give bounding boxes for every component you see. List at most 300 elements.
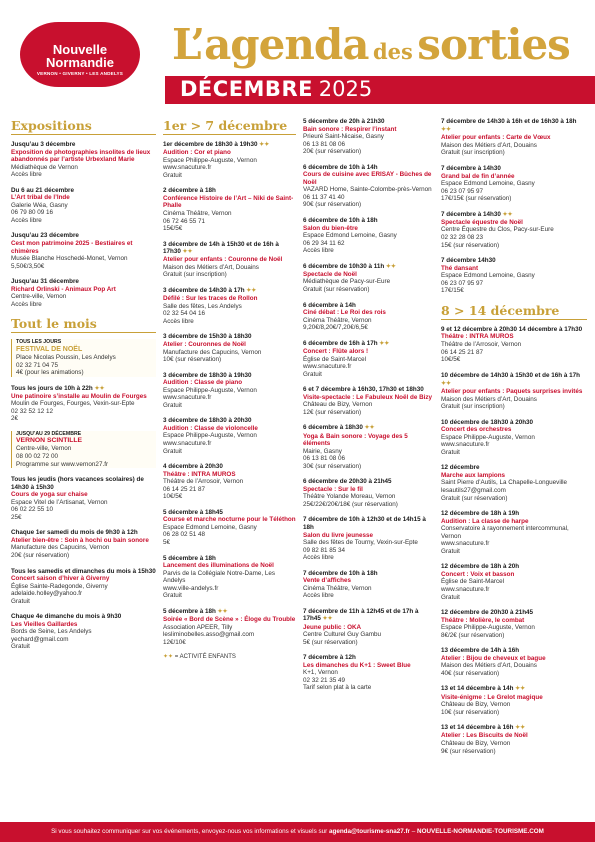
event-info: 06 13 81 08 06 bbox=[303, 455, 346, 463]
event-info: Prieuré Saint-Nicaise, Gasny bbox=[303, 133, 384, 141]
event-info: Espace Philippe-Auguste, Vernon bbox=[163, 432, 257, 440]
event-name: Salon du bien-être bbox=[303, 224, 358, 232]
event-name: Cours de cuisine avec ERISAY - Bûches de Noël bbox=[303, 171, 432, 186]
kids-icon: ✦✦ bbox=[513, 686, 526, 693]
event-info: 17€/15€ bbox=[441, 287, 464, 295]
event-info: 25€ bbox=[11, 513, 22, 521]
kids-icon: ✦✦ bbox=[513, 725, 526, 732]
event-date: TOUS LES JOURS bbox=[16, 339, 62, 346]
event-date: Jusqu’au 3 décembre bbox=[11, 141, 76, 148]
event-name: Atelier : Les Biscuits de Noël bbox=[441, 732, 528, 740]
event-date: Tous les jeudis (hors vacances scolaires) de 14h30 à 15h30 bbox=[11, 476, 144, 491]
event-info: 06 72 46 55 71 bbox=[163, 217, 206, 225]
event-name: Audition : Cor et piano bbox=[163, 149, 231, 157]
event-info: Place Nicolas Poussin, Les Andelys bbox=[16, 354, 116, 362]
event-info: Maison des Métiers d’Art, Douains bbox=[441, 141, 537, 149]
event-info: 06 02 22 55 10 bbox=[11, 506, 54, 514]
event-info: 10€ (sur réservation) bbox=[163, 356, 222, 364]
event-info: Gratuit bbox=[163, 401, 182, 409]
list-item bbox=[441, 647, 587, 677]
event-info: Accès libre bbox=[163, 317, 194, 325]
month-heading bbox=[180, 77, 372, 102]
event-info: Gratuit bbox=[441, 593, 460, 601]
list-item bbox=[163, 333, 296, 363]
event-info: Centre Équestre du Clos, Pacy-sur-Eure bbox=[441, 226, 554, 234]
event-date: 7 décembre à 14h30 bbox=[441, 165, 501, 173]
event-info: Gratuit (sur inscription) bbox=[441, 149, 505, 157]
event-name: Soirée « Bord de Scène » : Éloge du Trouble bbox=[163, 616, 296, 623]
kids-icon: ✦✦ bbox=[244, 288, 257, 295]
event-info: Médiathèque de Vernon bbox=[11, 163, 78, 171]
event-info: Manufacture des Capucins, Vernon bbox=[11, 544, 110, 552]
event-info: Espace Edmond Lemoine, Gasny bbox=[441, 272, 535, 280]
event-info: Église de Saint-Marcel bbox=[303, 355, 366, 363]
event-info: Gratuit (sur inscription) bbox=[163, 271, 227, 279]
event-info: Tarif selon plat à la carte bbox=[303, 684, 372, 692]
event-info: Église de Saint-Marcel bbox=[441, 578, 504, 586]
event-info: 06 28 02 51 48 bbox=[163, 531, 206, 539]
event-name: Thé dansant bbox=[441, 264, 479, 272]
event-info: Maison des Métiers d’Art, Douains bbox=[441, 662, 537, 670]
event-info: 06 11 37 41 40 bbox=[303, 193, 345, 201]
event-info: Mairie, Gasny bbox=[303, 447, 342, 455]
title-part2: des bbox=[372, 39, 413, 64]
kids-icon: ✦✦ bbox=[377, 340, 390, 347]
event-date: 6 décembre de 10h30 à 11h ✦✦ bbox=[303, 262, 396, 270]
event-info: 08 00 02 72 00 bbox=[16, 452, 59, 460]
footer-separator: – bbox=[411, 828, 416, 835]
event-date: 7 décembre à 14h30 ✦✦ bbox=[441, 210, 513, 218]
list-item bbox=[11, 476, 156, 521]
event-date: 10 décembre de 14h30 à 15h30 et de 16h à 17h ✦✦ bbox=[441, 371, 580, 387]
event-info: Espace Philippe-Auguste, Vernon bbox=[441, 624, 535, 632]
event-info: Maison des Métiers d’Art, Douains bbox=[163, 263, 259, 271]
event-name: Les dimanches du K+1 : Sweet Blue bbox=[303, 661, 411, 669]
event-date: Du 6 au 21 décembre bbox=[11, 186, 74, 194]
logo bbox=[20, 22, 140, 87]
event-name: Atelier pour enfants : Couronne de Noël bbox=[163, 256, 283, 264]
event-name: Théâtre : INTRA MUROS bbox=[163, 470, 236, 478]
event-info: 02 32 52 12 12 bbox=[11, 407, 54, 415]
event-name: Cest mon patrimoine 2025 - Bestiaires et chimères bbox=[11, 240, 133, 255]
event-name: Visite-énigme : Le Grelot magique bbox=[441, 693, 543, 701]
event-name: Atelier bien-être : Soin à hochi ou bain sonore bbox=[11, 536, 149, 544]
event-info: 17€/15€ (sur réservation) bbox=[441, 195, 512, 203]
list-item bbox=[11, 568, 156, 606]
kids-icon: ✦✦ bbox=[384, 263, 396, 270]
title-part3: sorties bbox=[417, 20, 570, 69]
kids-icon: ✦✦ bbox=[320, 616, 333, 623]
list-item bbox=[303, 386, 436, 416]
event-info: yechard@gmail.com bbox=[11, 635, 69, 643]
week2-list bbox=[441, 326, 587, 755]
kids-icon: ✦✦ bbox=[94, 385, 105, 392]
event-info: Conservatoire à rayonnement intercommunal, Vernon bbox=[441, 525, 569, 540]
footer-text: Si vous souhaitez communiquer sur vos événements, envoyez-nous vos informations et visuels sur bbox=[51, 828, 328, 835]
event-name: Atelier : Couronnes de Noël bbox=[163, 340, 246, 348]
event-info: Centre-ville, Vernon bbox=[11, 293, 67, 301]
event-info: Cinéma Théâtre, Vernon bbox=[163, 210, 232, 218]
event-date: 12 décembre bbox=[441, 464, 480, 472]
event-info: Moulin de Fourges, Fourges, Vexin-sur-Epte bbox=[11, 400, 135, 408]
event-name: Ciné débat : Le Roi des rois bbox=[303, 309, 386, 317]
list-item bbox=[441, 724, 587, 755]
event-info: Gratuit bbox=[441, 448, 460, 456]
event-info: 20€ (sur réservation) bbox=[303, 148, 362, 156]
event-name: Jeune public : OKA bbox=[303, 623, 362, 631]
list-item bbox=[303, 302, 436, 332]
event-info: Théâtre de l’Arrosoir, Vernon bbox=[163, 478, 244, 486]
event-name: Audition : La classe de harpe bbox=[441, 517, 529, 525]
event-info: 15€ (sur réservation) bbox=[441, 241, 500, 249]
event-date: 7 décembre de 11h à 12h45 et de 17h à 17h45 ✦✦ bbox=[303, 607, 419, 623]
list-item bbox=[163, 555, 296, 600]
event-info: 9,20€/8,20€/7,20€/6,5€ bbox=[303, 324, 368, 332]
event-date: 2 décembre à 18h bbox=[163, 187, 216, 195]
list-item bbox=[11, 232, 156, 270]
section-week2: 8 > 14 décembre bbox=[441, 303, 587, 320]
list-item bbox=[441, 211, 587, 249]
monthly-list bbox=[11, 476, 156, 651]
event-info: Gratuit bbox=[163, 447, 182, 455]
kids-icon: ✦✦ bbox=[163, 654, 174, 661]
event-info: 06 14 25 21 87 bbox=[163, 485, 206, 493]
event-info: 06 79 80 09 16 bbox=[11, 209, 54, 217]
event-date: 7 décembre de 10h à 12h30 et de 14h15 à 18h bbox=[303, 516, 426, 531]
event-date: 6 décembre de 10h à 18h bbox=[303, 217, 378, 225]
event-info: Gratuit bbox=[11, 597, 30, 605]
event-info: Espace Vitel de l’Artisanat, Vernon bbox=[11, 498, 108, 506]
event-name: Grand bal de fin d’année bbox=[441, 172, 515, 180]
event-name: Visite-spectacle : Le Fabuleux Noël de Bizy bbox=[303, 393, 433, 401]
event-info: 06 14 25 21 87 bbox=[441, 348, 484, 356]
event-info: Gratuit bbox=[163, 171, 182, 179]
list-item bbox=[303, 608, 436, 646]
event-date: 3 décembre de 14h30 à 17h ✦✦ bbox=[163, 287, 257, 295]
event-name: Les Vieilles Gaillardes bbox=[11, 620, 78, 628]
week1-list-end bbox=[441, 118, 587, 295]
list-item bbox=[441, 510, 587, 555]
event-date: 9 et 12 décembre à 20h30 14 décembre à 17h30 bbox=[441, 325, 583, 333]
event-date: Chaque 1er samedi du mois de 9h30 à 12h bbox=[11, 529, 138, 537]
event-info: Médiathèque de Pacy-sur-Eure bbox=[303, 278, 391, 286]
column-2 bbox=[163, 118, 296, 818]
list-item bbox=[441, 372, 587, 411]
event-info: Théâtre de l’Arrosoir, Vernon bbox=[441, 340, 522, 348]
event-info: Espace Philippe-Auguste, Vernon bbox=[163, 156, 257, 164]
event-date: 7 décembre à 12h bbox=[303, 654, 356, 662]
section-week1: 1er > 7 décembre bbox=[163, 118, 296, 135]
footer-site[interactable]: NOUVELLE-NORMANDIE-TOURISME.COM bbox=[417, 828, 544, 835]
event-name: Concert saison d’hiver à Giverny bbox=[11, 575, 110, 583]
section-expositions: Expositions bbox=[11, 118, 156, 135]
event-info: Espace Edmond Lemoine, Gasny bbox=[303, 232, 397, 240]
event-info: Gratuit bbox=[11, 643, 30, 651]
event-date: 6 décembre à 14h bbox=[303, 301, 356, 309]
event-info: 02 32 21 35 49 bbox=[303, 676, 346, 684]
event-info: 5€ bbox=[163, 538, 171, 546]
list-item bbox=[303, 263, 436, 294]
event-info: Espace Philippe-Auguste, Vernon bbox=[441, 433, 535, 441]
festival-box bbox=[11, 339, 156, 376]
list-item bbox=[441, 563, 587, 601]
kids-icon: ✦✦ bbox=[180, 249, 193, 256]
event-name: Spectacle : Sur le fil bbox=[303, 485, 363, 493]
event-info: 90€ (sur réservation) bbox=[303, 201, 362, 209]
event-info: www.ville-andelys.fr bbox=[163, 584, 219, 592]
event-date: 5 décembre à 18h45 bbox=[163, 508, 223, 516]
kids-icon: ✦✦ bbox=[362, 425, 375, 432]
event-date: 7 décembre de 14h30 à 16h et de 16h30 à 18h ✦✦ bbox=[441, 118, 577, 134]
week1-list-continued bbox=[303, 118, 436, 692]
event-name: Atelier pour enfants : Carte de Vœux bbox=[441, 134, 551, 142]
event-info: www.snacuture.fr bbox=[441, 586, 490, 593]
list-item bbox=[303, 478, 436, 508]
event-info: 12€ (sur réservation) bbox=[303, 408, 362, 416]
footer bbox=[0, 822, 595, 842]
event-date: 6 décembre de 20h30 à 21h45 bbox=[303, 478, 392, 486]
event-info: Gratuit bbox=[303, 370, 322, 378]
event-info: 2€ bbox=[11, 415, 19, 423]
event-info: Accès libre bbox=[303, 592, 334, 600]
event-info: Centre Culturel Guy Gambu bbox=[303, 631, 382, 639]
event-info: 8€/2€ (sur réservation) bbox=[441, 631, 505, 639]
event-name: Théâtre : Molière, le combat bbox=[441, 616, 525, 624]
event-info: Association APEER, Tilly bbox=[163, 623, 233, 631]
event-info: Espace Edmond Lemoine, Gasny bbox=[441, 180, 535, 188]
list-item bbox=[163, 372, 296, 410]
event-date: Tous les samedis et dimanches du mois à 15h30 bbox=[11, 567, 156, 575]
list-item bbox=[11, 613, 156, 651]
event-info: Salle des fêtes de Tourny, Vexin-sur-Epte bbox=[303, 539, 418, 547]
event-info: Gratuit (sur réservation) bbox=[303, 286, 370, 294]
event-name: Lancement des illuminations de Noël bbox=[163, 562, 274, 570]
list-item bbox=[11, 385, 156, 423]
list-item bbox=[303, 654, 436, 692]
list-item bbox=[441, 257, 587, 295]
event-info: Accès libre bbox=[11, 300, 42, 308]
column-3 bbox=[303, 118, 436, 818]
list-item bbox=[441, 165, 587, 203]
event-date: Chaque 4e dimanche du mois à 9h30 bbox=[11, 613, 122, 621]
list-item bbox=[163, 417, 296, 455]
event-name: Conférence Histoire de l’Art – Niki de Saint-Phalle bbox=[163, 194, 294, 210]
event-info: Gratuit bbox=[163, 592, 182, 600]
event-info: Théâtre Yolande Moreau, Vernon bbox=[303, 493, 396, 501]
list-item bbox=[11, 278, 156, 308]
event-info: Programme sur www.vernon27.fr bbox=[16, 460, 109, 468]
event-info: Parvis de la Collégiale Notre-Dame, Les Andelys bbox=[163, 569, 275, 585]
event-info: 5€ (sur réservation) bbox=[303, 638, 358, 646]
list-item bbox=[441, 326, 587, 364]
event-info: 4€ (pour les animations) bbox=[16, 369, 84, 377]
event-date: 3 décembre de 14h à 15h30 et de 16h à 17h30 ✦✦ bbox=[163, 240, 279, 256]
event-info: Centre-ville, Vernon bbox=[16, 445, 72, 453]
event-info: Gratuit (sur réservation) bbox=[441, 494, 508, 502]
event-info: 15€/5€ bbox=[163, 225, 183, 233]
event-name: Audition : Classe de piano bbox=[163, 379, 243, 387]
legend: ✦✦ = ACTIVITÉ ENFANTS bbox=[163, 654, 236, 661]
event-date: 4 décembre à 20h30 bbox=[163, 463, 223, 471]
event-date: 3 décembre de 18h30 à 20h30 bbox=[163, 417, 252, 425]
event-date: 5 décembre à 18h bbox=[163, 554, 216, 562]
event-info: Musée Blanche Hoschedé-Monet, Vernon bbox=[11, 255, 128, 263]
event-info: 06 23 07 95 97 bbox=[441, 187, 484, 195]
event-info: 25€/22€/20€/18€ (sur réservation) bbox=[303, 500, 398, 508]
event-name: Concert : Flûte alors ! bbox=[303, 347, 369, 355]
event-name: Marche aux lampions bbox=[441, 471, 506, 479]
list-item bbox=[441, 464, 587, 502]
kids-icon: ✦✦ bbox=[441, 380, 452, 387]
event-info: www.snacuture.fr bbox=[441, 540, 490, 548]
event-info: Église Sainte-Radegonde, Giverny bbox=[11, 582, 108, 590]
event-date: 10 décembre de 18h30 à 20h30 bbox=[441, 418, 534, 426]
event-info: 5,50€/3,50€ bbox=[11, 262, 45, 270]
event-date: 3 décembre de 15h30 à 18h30 bbox=[163, 333, 252, 341]
list-item bbox=[163, 241, 296, 279]
event-info: 30€ (sur réservation) bbox=[303, 462, 362, 470]
event-info: 10€/5€ bbox=[163, 493, 183, 501]
list-item bbox=[163, 287, 296, 325]
event-date: 12 décembre de 18h à 20h bbox=[441, 563, 520, 571]
list-item bbox=[163, 509, 296, 547]
event-info: Espace Philippe-Auguste, Vernon bbox=[163, 386, 257, 394]
event-name: Vente d’affiches bbox=[303, 577, 351, 585]
list-item bbox=[11, 187, 156, 225]
event-info: Espace Edmond Lemoine, Gasny bbox=[163, 523, 257, 531]
list-item bbox=[441, 419, 587, 457]
logo-towns: VERNON • GIVERNY • LES ANDELYS bbox=[36, 71, 124, 76]
event-info: Accès libre bbox=[303, 247, 334, 255]
event-date: 12 décembre de 20h30 à 21h45 bbox=[441, 609, 534, 617]
list-item bbox=[163, 187, 296, 232]
list-item bbox=[303, 118, 436, 156]
event-name: Atelier : Bijou de cheveux et bague bbox=[441, 654, 546, 662]
logo-line2: Normandie bbox=[46, 55, 114, 70]
event-name: Spectacle de Noël bbox=[303, 270, 357, 278]
event-date: 5 décembre à 18h ✦✦ bbox=[163, 607, 228, 615]
event-info: 10€ (sur réservation) bbox=[441, 708, 500, 716]
event-info: Gratuit (sur inscription) bbox=[441, 403, 505, 411]
event-info: lesautils27@gmail.com bbox=[441, 486, 506, 494]
event-info: Accès libre bbox=[11, 171, 42, 179]
event-date: 6 décembre de 10h à 14h bbox=[303, 163, 378, 171]
event-name: Course et marche nocturne pour le Téléthon bbox=[163, 516, 296, 524]
event-info: Château de Bizy, Vernon bbox=[303, 401, 373, 409]
event-date: 7 décembre 14h30 bbox=[441, 257, 496, 265]
month-name: DÉCEMBRE bbox=[180, 77, 313, 101]
footer-email[interactable]: agenda@tourisme-sna27.fr bbox=[328, 828, 411, 835]
list-item bbox=[441, 609, 587, 639]
event-date: 3 décembre de 18h30 à 19h30 bbox=[163, 371, 252, 379]
event-info: VAZARD Home, Sainte-Colombe-près-Vernon bbox=[303, 186, 432, 194]
event-info: Accès libre bbox=[303, 554, 334, 562]
event-info: 06 13 81 08 06 bbox=[303, 140, 346, 148]
list-item bbox=[11, 141, 156, 179]
event-info: www.snacuture.fr bbox=[303, 363, 352, 371]
list-item bbox=[303, 164, 436, 209]
event-name: Défilé : Sur les traces de Rollon bbox=[163, 295, 258, 303]
event-date: 5 décembre de 20h à 21h30 bbox=[303, 118, 385, 125]
event-name: Spectacle équestre de Noël bbox=[441, 218, 523, 226]
event-info: www.snacuture.fr bbox=[163, 164, 212, 172]
event-name: Audition : Classe de violoncelle bbox=[163, 424, 258, 432]
section-tout-le-mois: Tout le mois bbox=[11, 316, 156, 333]
event-info: Château de Bizy, Vernon bbox=[441, 701, 511, 709]
list-item bbox=[163, 141, 296, 179]
scintille-box bbox=[11, 431, 156, 468]
event-name: VERNON SCINTILLE bbox=[16, 437, 83, 445]
event-date: 13 décembre de 14h à 16h bbox=[441, 647, 520, 655]
event-info: lesliminobelles.asso@gmail.com bbox=[163, 631, 255, 639]
list-item bbox=[441, 118, 587, 157]
list-item bbox=[303, 516, 436, 561]
expositions-list bbox=[11, 141, 156, 308]
event-date: 13 et 14 décembre à 14h ✦✦ bbox=[441, 685, 526, 693]
event-date: 6 décembre à 18h30 ✦✦ bbox=[303, 424, 375, 432]
event-name: Théâtre : INTRA MUROS bbox=[441, 333, 514, 341]
event-info: 02 32 71 04 75 bbox=[16, 361, 59, 369]
event-info: 40€ (sur réservation) bbox=[441, 669, 500, 677]
event-info: Manufacture des Capucins, Vernon bbox=[163, 348, 262, 356]
column-4 bbox=[441, 118, 587, 818]
event-info: 02 32 28 08 23 bbox=[441, 234, 484, 242]
list-item bbox=[303, 217, 436, 255]
event-info: adelaide.holley@yahoo.fr bbox=[11, 590, 83, 598]
kids-icon: ✦✦ bbox=[257, 142, 270, 148]
event-name: Cours de yoga sur chaise bbox=[11, 491, 88, 499]
event-info: 06 29 34 11 62 bbox=[303, 239, 345, 247]
list-item bbox=[441, 685, 587, 716]
event-info: K+1, Vernon bbox=[303, 669, 338, 677]
event-info: Bords de Seine, Les Andelys bbox=[11, 628, 92, 636]
event-info: 20€ (sur réservation) bbox=[11, 551, 70, 559]
event-date: JUSQU’AU 29 DÉCEMBRE bbox=[16, 431, 82, 438]
event-name: Concert des orchestres bbox=[441, 426, 512, 434]
event-info: Galerie Wéa, Gasny bbox=[11, 201, 68, 209]
event-info: Saint Pierre d’Autils, La Chapelle-Longueville bbox=[441, 479, 568, 487]
event-info: 02 32 54 04 16 bbox=[163, 310, 206, 318]
event-name: Salon du livre jeunesse bbox=[303, 531, 373, 539]
event-date: Jusqu’au 23 décembre bbox=[11, 232, 79, 240]
event-info: Château de Bizy, Vernon bbox=[441, 740, 511, 748]
event-info: Gratuit bbox=[441, 547, 460, 555]
event-info: Salle des fêtes, Les Andelys bbox=[163, 302, 242, 310]
list-item bbox=[163, 608, 296, 646]
event-date: 6 décembre de 16h à 17h ✦✦ bbox=[303, 339, 390, 347]
event-info: www.snacuture.fr bbox=[441, 441, 490, 449]
event-name: Yoga & Bain sonore : Voyage des 5 éléments bbox=[303, 432, 408, 448]
event-name: FESTIVAL DE NOËL bbox=[16, 345, 83, 353]
kids-icon: ✦✦ bbox=[215, 608, 228, 615]
kids-icon: ✦✦ bbox=[441, 127, 452, 134]
event-date: Jusqu’au 31 décembre bbox=[11, 278, 79, 286]
event-info: www.snacuture.fr bbox=[163, 439, 212, 447]
event-name: Concert : Voix et basson bbox=[441, 570, 515, 578]
event-info: Cinéma Théâtre, Vernon bbox=[303, 584, 372, 592]
event-name: L’Art tribal de l’Inde bbox=[11, 194, 70, 202]
page-title bbox=[172, 20, 592, 74]
kids-icon: ✦✦ bbox=[500, 211, 513, 218]
event-info: 10€/5€ bbox=[441, 356, 461, 364]
event-date: 6 et 7 décembre à 16h30, 17h30 et 18h30 bbox=[303, 386, 424, 394]
event-info: Accès libre bbox=[11, 216, 42, 224]
logo-line1: Nouvelle bbox=[52, 42, 108, 57]
event-name: Bain sonore : Respirer l’instant bbox=[303, 125, 397, 133]
list-item bbox=[303, 340, 436, 378]
list-item bbox=[163, 463, 296, 501]
column-1 bbox=[11, 118, 156, 818]
